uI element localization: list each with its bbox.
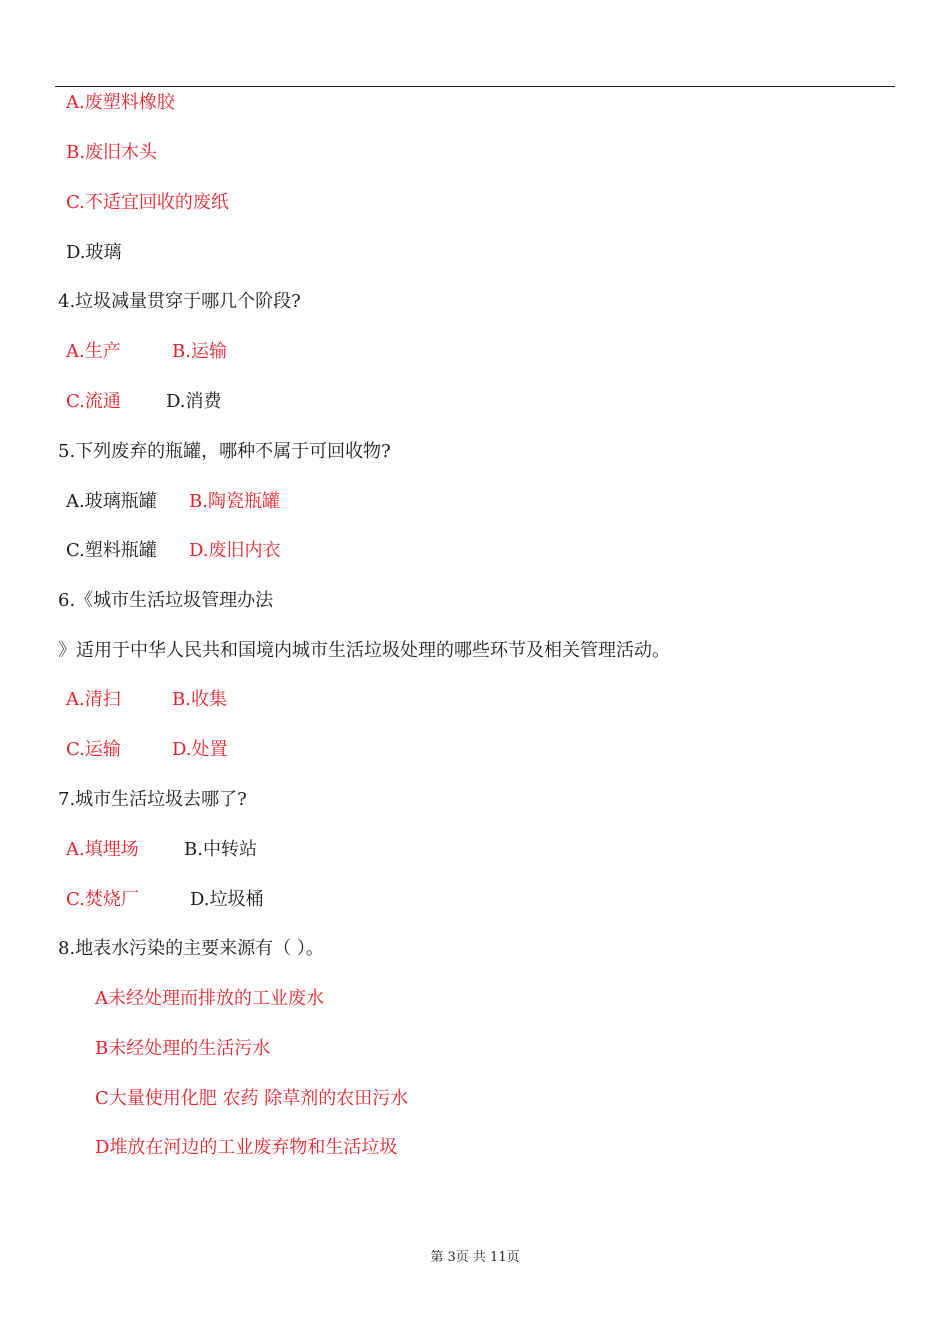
q4-option-b: B.运输 bbox=[172, 341, 227, 362]
q7-option-c: C.焚烧厂 bbox=[66, 889, 139, 910]
q4-option-c: C.流通 bbox=[66, 391, 121, 412]
header-rule bbox=[55, 86, 895, 87]
q4-option-d: D.消费 bbox=[166, 391, 222, 412]
q6-option-c: C.运输 bbox=[66, 739, 121, 760]
q5-option-b: B.陶瓷瓶罐 bbox=[189, 491, 280, 512]
q5-option-a: A.玻璃瓶罐 bbox=[66, 491, 157, 512]
q3-option-d: D.玻璃 bbox=[66, 242, 122, 263]
q3-option-a: A.废塑料橡胶 bbox=[66, 92, 175, 113]
page-number-footer: 第 3页 共 11页 bbox=[430, 1250, 520, 1265]
q8-question: 8.地表水污染的主要来源有（ ）。 bbox=[58, 938, 324, 959]
q7-option-d: D.垃圾桶 bbox=[190, 889, 264, 910]
q3-option-b: B.废旧木头 bbox=[66, 142, 157, 163]
q4-option-a: A.生产 bbox=[66, 341, 121, 362]
q8-option-b: B未经处理的生活污水 bbox=[95, 1038, 271, 1059]
q6-question-line1: 6.《城市生活垃圾管理办法 bbox=[58, 590, 274, 611]
q5-option-c: C.塑料瓶罐 bbox=[66, 540, 157, 561]
q5-question: 5.下列废弃的瓶罐，哪种不属于可回收物? bbox=[58, 441, 391, 462]
q8-option-a: A未经处理而排放的工业废水 bbox=[95, 988, 324, 1009]
q7-option-b: B.中转站 bbox=[184, 839, 257, 860]
q8-option-d: D堆放在河边的工业废弃物和生活垃圾 bbox=[95, 1137, 398, 1158]
q5-option-d: D.废旧内衣 bbox=[189, 540, 281, 561]
q7-question: 7.城市生活垃圾去哪了? bbox=[58, 789, 247, 810]
q6-question-line2: 》适用于中华人民共和国境内城市生活垃圾处理的哪些环节及相关管理活动。 bbox=[58, 640, 670, 661]
q6-option-a: A.清扫 bbox=[66, 689, 121, 710]
q4-question: 4.垃圾减量贯穿于哪几个阶段? bbox=[58, 291, 301, 312]
q6-option-d: D.处置 bbox=[172, 739, 228, 760]
q8-option-c: C大量使用化肥 农药 除草剂的农田污水 bbox=[95, 1088, 409, 1109]
q6-option-b: B.收集 bbox=[172, 689, 227, 710]
q3-option-c: C.不适宜回收的废纸 bbox=[66, 192, 229, 213]
q7-option-a: A.填埋场 bbox=[66, 839, 139, 860]
